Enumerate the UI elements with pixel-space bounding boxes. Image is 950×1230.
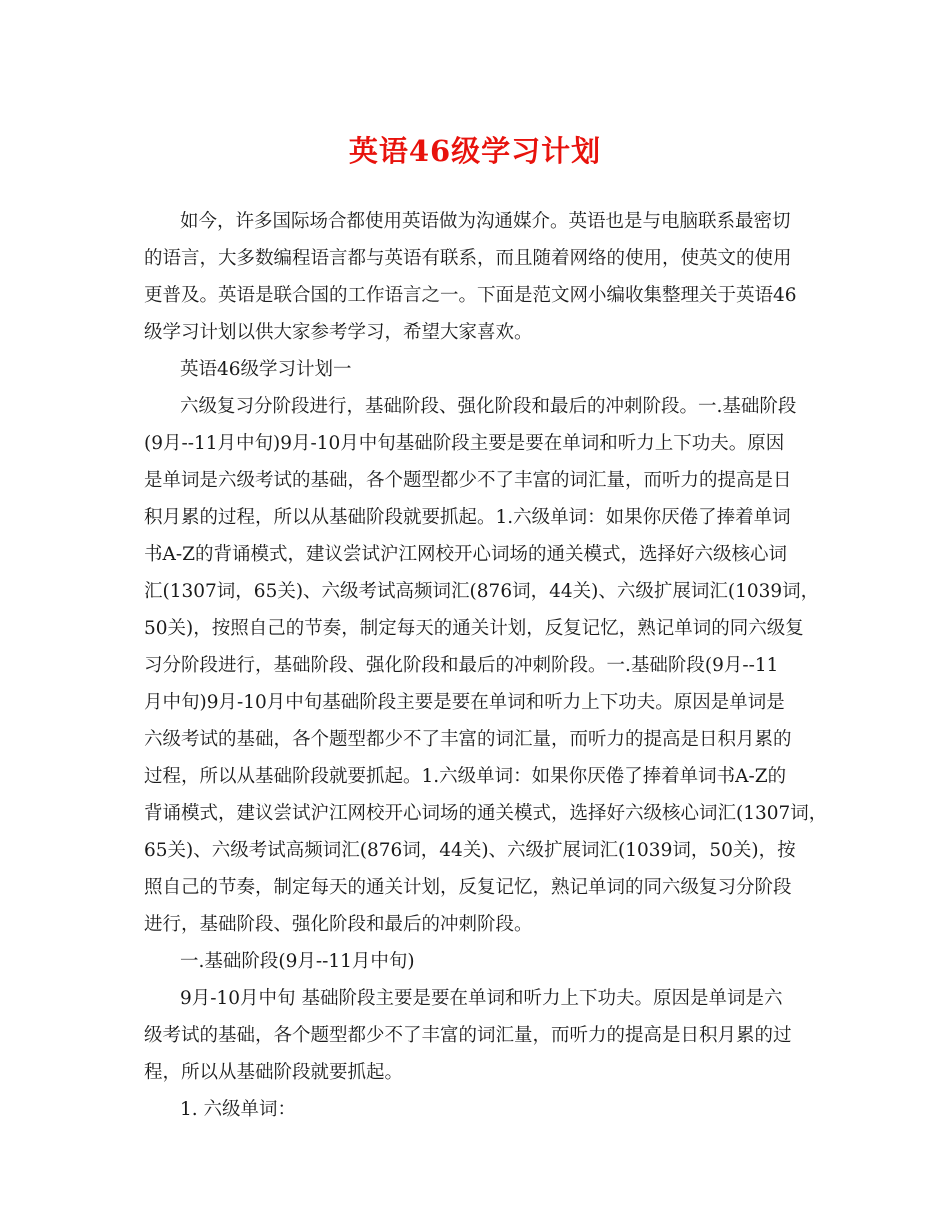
body-line: 书A-Z的背诵模式，建议尝试沪江网校开心词场的通关模式，选择好六级核心词 bbox=[144, 544, 787, 565]
body-line: 更普及。英语是联合国的工作语言之一。下面是范文网小编收集整理关于英语46 bbox=[144, 285, 797, 306]
section-heading: 一.基础阶段(9月--11月中旬) bbox=[180, 951, 415, 972]
body-line: 级学习计划以供大家参考学习，希望大家喜欢。 bbox=[144, 322, 533, 343]
body-line: 50关)，按照自己的节奏，制定每天的通关计划，反复记忆，熟记单词的同六级复 bbox=[144, 618, 804, 639]
body-line: 照自己的节奏，制定每天的通关计划，反复记忆，熟记单词的同六级复习分阶段 bbox=[144, 877, 792, 898]
body-line: (9月--11月中旬)9月-10月中旬基础阶段主要是要在单词和听力上下功夫。原因 bbox=[144, 433, 785, 454]
body-line: 是单词是六级考试的基础，各个题型都少不了丰富的词汇量，而听力的提高是日 bbox=[144, 470, 792, 491]
body-line: 积月累的过程，所以从基础阶段就要抓起。1.六级单词：如果你厌倦了捧着单词 bbox=[144, 507, 791, 528]
body-line: 进行，基础阶段、强化阶段和最后的冲刺阶段。 bbox=[144, 914, 533, 935]
subsection-heading: 1. 六级单词： bbox=[180, 1099, 297, 1120]
body-line: 习分阶段进行，基础阶段、强化阶段和最后的冲刺阶段。一.基础阶段(9月--11 bbox=[144, 655, 779, 676]
document-body bbox=[144, 203, 828, 1128]
body-line: 程，所以从基础阶段就要抓起。 bbox=[144, 1062, 404, 1083]
body-line: 级考试的基础，各个题型都少不了丰富的词汇量，而听力的提高是日积月累的过 bbox=[144, 1025, 792, 1046]
body-line: 9月-10月中旬 基础阶段主要是要在单词和听力上下功夫。原因是单词是六 bbox=[180, 988, 783, 1009]
body-line: 六级复习分阶段进行，基础阶段、强化阶段和最后的冲刺阶段。一.基础阶段 bbox=[180, 396, 797, 417]
body-line: 月中旬)9月-10月中旬基础阶段主要是要在单词和听力上下功夫。原因是单词是 bbox=[144, 692, 785, 713]
body-line: 背诵模式，建议尝试沪江网校开心词场的通关模式，选择好六级核心词汇(1307词， bbox=[144, 803, 828, 824]
document-title: 英语46级学习计划 bbox=[348, 134, 602, 168]
section-heading: 英语46级学习计划一 bbox=[180, 359, 352, 380]
body-line: 过程，所以从基础阶段就要抓起。1.六级单词：如果你厌倦了捧着单词书A-Z的 bbox=[144, 766, 787, 787]
body-line: 汇(1307词，65关)、六级考试高频词汇(876词，44关)、六级扩展词汇(1039词， bbox=[144, 581, 820, 602]
body-line: 六级考试的基础，各个题型都少不了丰富的词汇量，而听力的提高是日积月累的 bbox=[144, 729, 792, 750]
body-line: 如今，许多国际场合都使用英语做为沟通媒介。英语也是与电脑联系最密切 bbox=[180, 211, 791, 232]
body-line: 65关)、六级考试高频词汇(876词，44关)、六级扩展词汇(1039词，50关)，按 bbox=[144, 840, 796, 861]
body-line: 的语言，大多数编程语言都与英语有联系，而且随着网络的使用，使英文的使用 bbox=[144, 248, 792, 269]
